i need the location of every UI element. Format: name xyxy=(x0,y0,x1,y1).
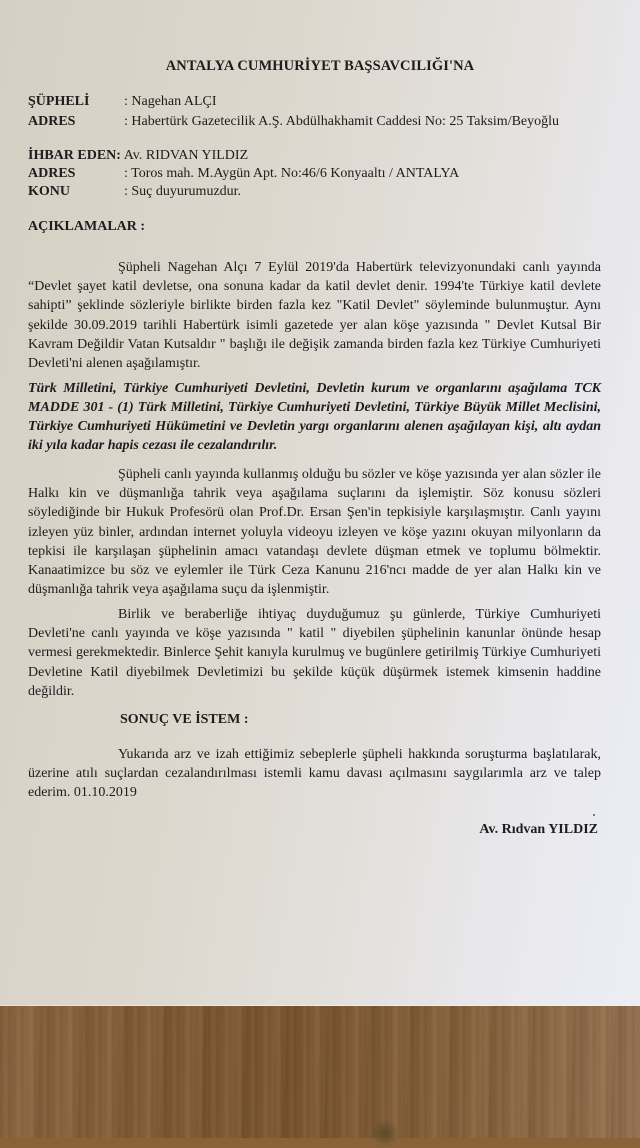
field-value: Av. RIDVAN YILDIZ xyxy=(120,148,249,163)
field-complainant xyxy=(28,148,248,164)
paragraph-3: Birlik ve beraberliğe ihtiyaç duyduğumuz şu günlerde, Türkiye Cumhuriyeti Devleti'ne canlı yayında ve köşe yazısında " katil " diyebilen şüphelinin kanunlar önünde hesap vermesi gerekmektedir. Binlerce Şehit kanıyla kurulmuş ve bugünlere getirilmiş Türkiye Cumhuriyeti Devletine Katil diyebilmek Devletimizi bu şekilde küçük düşürmek istemek kimsenin haddine değildir. xyxy=(28,607,601,699)
pen-mark xyxy=(593,814,595,816)
paragraph-2: Şüpheli canlı yayında kullanmış olduğu bu sözler ve köşe yazısında yer alan sözler ile Halkı kin ve düşmanlığa tahrik veya aşağılama suçlarını da işlemiştir. Söz konusu sözleri söylediğinde bir Hukuk Profesörü olan Prof.Dr. Ersan Şen'in tepkisiyle karşılaşmıştır. Canlı yayını izleyen yüz binler, ardından internet yoluyla videoyu izleyen ve köşe yazını okuyan milyonların da tepkisi ile karşılaşan şüphelinin amacı vatandaşı devlete düşman etmek ve toplumu bölmektir. Kanaatimizce bu söz ve eylemler ile Türk Ceza Kanunu 216'ncı madde de yer alan Halkı kin ve düşmanlığa tahrik veya aşağılama suçu da işlenmiştir. xyxy=(28,467,601,598)
paragraph-law-article: Türk Milletini, Türkiye Cumhuriyeti Devletini, Devletin kurum ve organlarını aşağılama TCK MADDE 301 - (1) Türk Milletini, Türkiye Cumhuriyeti Devletini, Türkiye Büyük Millet Meclisini, Türkiye Cumhuriyeti Hükümetini ve Devletin yargı organlarını alenen aşağılayan kişi, altı aydan iki yıla kadar hapis cezası ile cezalandırılır. xyxy=(28,381,601,453)
field-value: : Nagehan ALÇI xyxy=(124,94,217,109)
field-label: ŞÜPHELİ xyxy=(28,94,90,109)
field-label: ADRES xyxy=(28,166,76,181)
field-label: İHBAR EDEN: xyxy=(28,148,121,163)
field-complainant-address xyxy=(28,166,459,182)
field-suspect-address xyxy=(28,114,559,130)
document-title: ANTALYA CUMHURİYET BAŞSAVCILIĞI'NA xyxy=(165,58,475,74)
wooden-table-surface xyxy=(0,1006,640,1138)
field-value: : Toros mah. M.Aygün Apt. No:46/6 Konyaaltı / ANTALYA xyxy=(124,166,460,181)
explanations-heading: AÇIKLAMALAR : xyxy=(28,219,146,234)
signature: Av. Rıdvan YILDIZ xyxy=(479,822,598,837)
wood-knot xyxy=(372,1118,398,1148)
field-subject xyxy=(28,184,241,200)
conclusion-paragraph: Yukarıda arz ve izah ettiğimiz sebeplerle şüpheli hakkında soruşturma başlatılarak, üzerine atılı suçlardan cezalandırılması istemli kamu davası açılmasını saygılarımla arz ve talep ederim. 01.10.2019 xyxy=(28,747,601,801)
field-value: : Suç duyurumuzdur. xyxy=(124,184,242,199)
paragraph-1: Şüpheli Nagehan Alçı 7 Eylül 2019'da Habertürk televizyonundaki canlı yayında “Devlet şayet katil devletse, ona sonuna kadar da katil devlet denir. 1994'te Türkiye katil devlete sahipti” şeklinde sözleriyle birlikte birden fazla kez "Katil Devlet" söyleminde bulunmuştur. Aynı şekilde 30.09.2019 tarihli Habertürk isimli gazetede yer alan köşe yazısında " Devlet Kutsal Bir Kavram Değildir Vatan Kutsaldır " başlığı ile değişik zamanda birden fazla kez Türkiye Cumhuriyeti Devleti'ni alenen aşağılamıştır. xyxy=(28,260,601,372)
field-label: ADRES xyxy=(28,114,76,129)
field-suspect xyxy=(28,94,217,110)
field-value: : Habertürk Gazetecilik A.Ş. Abdülhakhamit Caddesi No: 25 Taksim/Beyoğlu xyxy=(124,114,560,129)
field-label: KONU xyxy=(28,184,70,199)
conclusion-heading: SONUÇ VE İSTEM : xyxy=(120,712,249,727)
